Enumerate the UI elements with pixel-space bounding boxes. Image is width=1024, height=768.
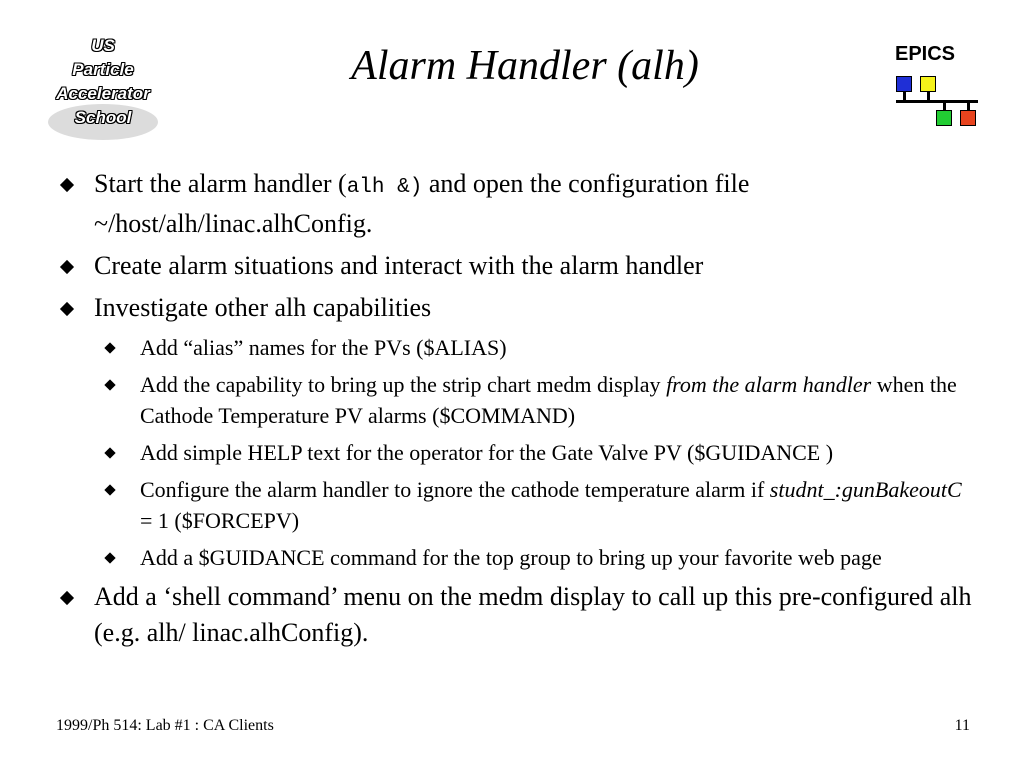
bullet-item bbox=[56, 166, 976, 242]
sub-bullet-item bbox=[102, 437, 976, 468]
epics-bus-line bbox=[896, 100, 978, 103]
sub-bullet-3-text: Add simple HELP text for the operator for the Gate Valve PV ($GUIDANCE ) bbox=[140, 440, 834, 465]
sub-bullet-item bbox=[102, 369, 976, 431]
sub-bullet-item bbox=[102, 474, 976, 536]
sub-bullet-item bbox=[102, 542, 976, 573]
sub-bullet-4-text-pre: Configure the alarm handler to ignore the cathode temperature alarm if bbox=[140, 477, 770, 502]
sub-bullet-4-text-post: = 1 ($FORCEPV) bbox=[140, 508, 300, 533]
epics-bus-vertical-left bbox=[903, 92, 906, 100]
bullet-item bbox=[56, 579, 976, 651]
bullet-1-text-pre: Start the alarm handler ( bbox=[94, 169, 347, 198]
sub-bullet-4-italic: studnt_:gunBakeoutC bbox=[769, 477, 962, 502]
footer-course-label: 1999/Ph 514: Lab #1 : CA Clients bbox=[56, 717, 274, 734]
epics-red-square bbox=[960, 110, 976, 126]
sub-bullet-2-text-post: when the Cathode Temperature PV alarms ($COMMAND) bbox=[140, 372, 957, 428]
epics-green-square bbox=[936, 110, 952, 126]
bullet-3-text: Investigate other alh capabilities bbox=[94, 293, 432, 322]
epics-blue-square bbox=[896, 76, 912, 92]
slide-title: Alarm Handler (alh) bbox=[351, 43, 699, 89]
bullet-item bbox=[56, 290, 976, 326]
bullet-1-text-post: and open the configuration file ~/host/alh/linac.alhConfig. bbox=[94, 169, 750, 238]
bullet-item bbox=[56, 248, 976, 284]
epics-bus-vertical-mid bbox=[927, 92, 930, 100]
bullet-4-text: Add a ‘shell command’ menu on the medm display to call up this pre-configured alh (e.g. alh/ linac.alhConfig). bbox=[94, 582, 972, 647]
sub-bullet-2-text-pre: Add the capability to bring up the strip chart medm display bbox=[140, 372, 667, 397]
bullet-2-text: Create alarm situations and interact with the alarm handler bbox=[94, 251, 704, 280]
sub-bullet-item bbox=[102, 332, 976, 363]
footer-page-number: 11 bbox=[954, 717, 970, 734]
bullet-list bbox=[56, 166, 976, 657]
bullet-1-code: alh &) bbox=[346, 176, 423, 199]
sub-bullet-2-italic: from the alarm handler bbox=[666, 372, 872, 397]
logo-line-1: US bbox=[91, 36, 115, 55]
sub-bullet-1-text: Add “alias” names for the PVs ($ALIAS) bbox=[140, 335, 507, 360]
epics-yellow-square bbox=[920, 76, 936, 92]
epics-logo bbox=[892, 42, 984, 132]
logo-line-4: School bbox=[74, 108, 132, 127]
logo-line-2: Particle bbox=[72, 60, 134, 79]
sub-bullet-5-text: Add a $GUIDANCE command for the top group to bring up your favorite web page bbox=[140, 545, 882, 570]
epics-label: EPICS bbox=[895, 43, 956, 65]
logo-line-3: Accelerator bbox=[56, 84, 150, 103]
